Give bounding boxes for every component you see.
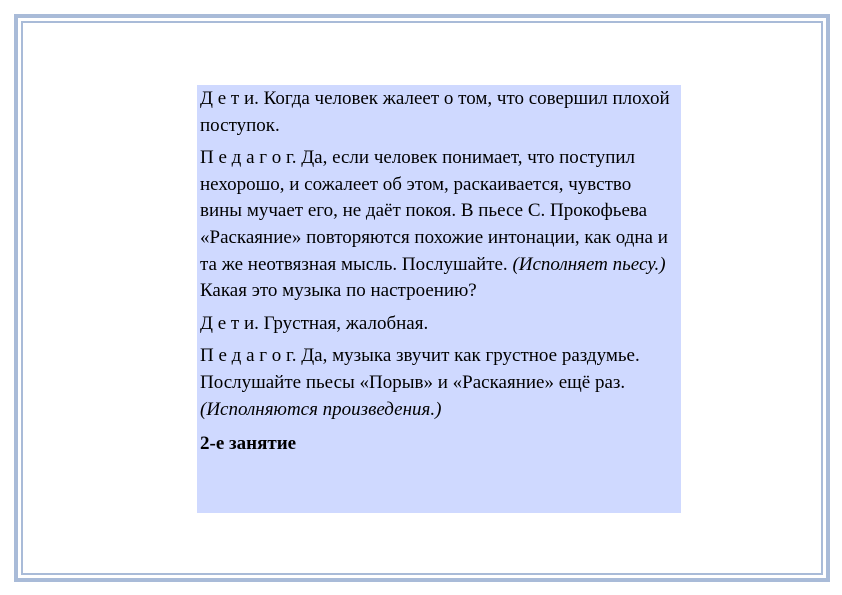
speaker-name: П е д а г о г. <box>200 147 297 169</box>
dialogue-text: Когда человек жалеет о том, что совершил плохой поступок. <box>200 88 670 136</box>
stage-direction: (Исполняет пьесу.) <box>512 253 666 275</box>
dialogue-text: Да, если человек понимает, что поступил нехорошо, и сожалеет об этом, раскаивается, чувство вины мучает его, не даёт покоя. В пьесе С. Прокофьева «Раскаяние» повторяются похожие интонации, как одна и та же неотвязная мысль. Послушайте. <box>200 147 668 275</box>
speaker-name: П е д а г о г. <box>200 345 297 367</box>
section-heading: 2-е занятие <box>200 433 297 455</box>
dialogue-line <box>200 86 675 139</box>
dialogue-line <box>200 311 675 338</box>
speaker-name: Д е т и. <box>200 312 259 334</box>
dialogue-text: Грустная, жалобная. <box>263 312 429 334</box>
stage-direction: (Исполняются произведения.) <box>200 398 442 420</box>
dialogue-line <box>200 145 675 305</box>
dialogue-text: Да, музыка звучит как грустное раздумье. Послушайте пьесы «Порыв» и «Раскаяние» ещё раз. <box>200 345 640 393</box>
speaker-name: Д е т и. <box>200 88 259 109</box>
text-box <box>197 85 681 513</box>
dialogue-text-after: Какая это музыка по настроению? <box>200 280 477 302</box>
dialogue-line <box>200 343 675 423</box>
